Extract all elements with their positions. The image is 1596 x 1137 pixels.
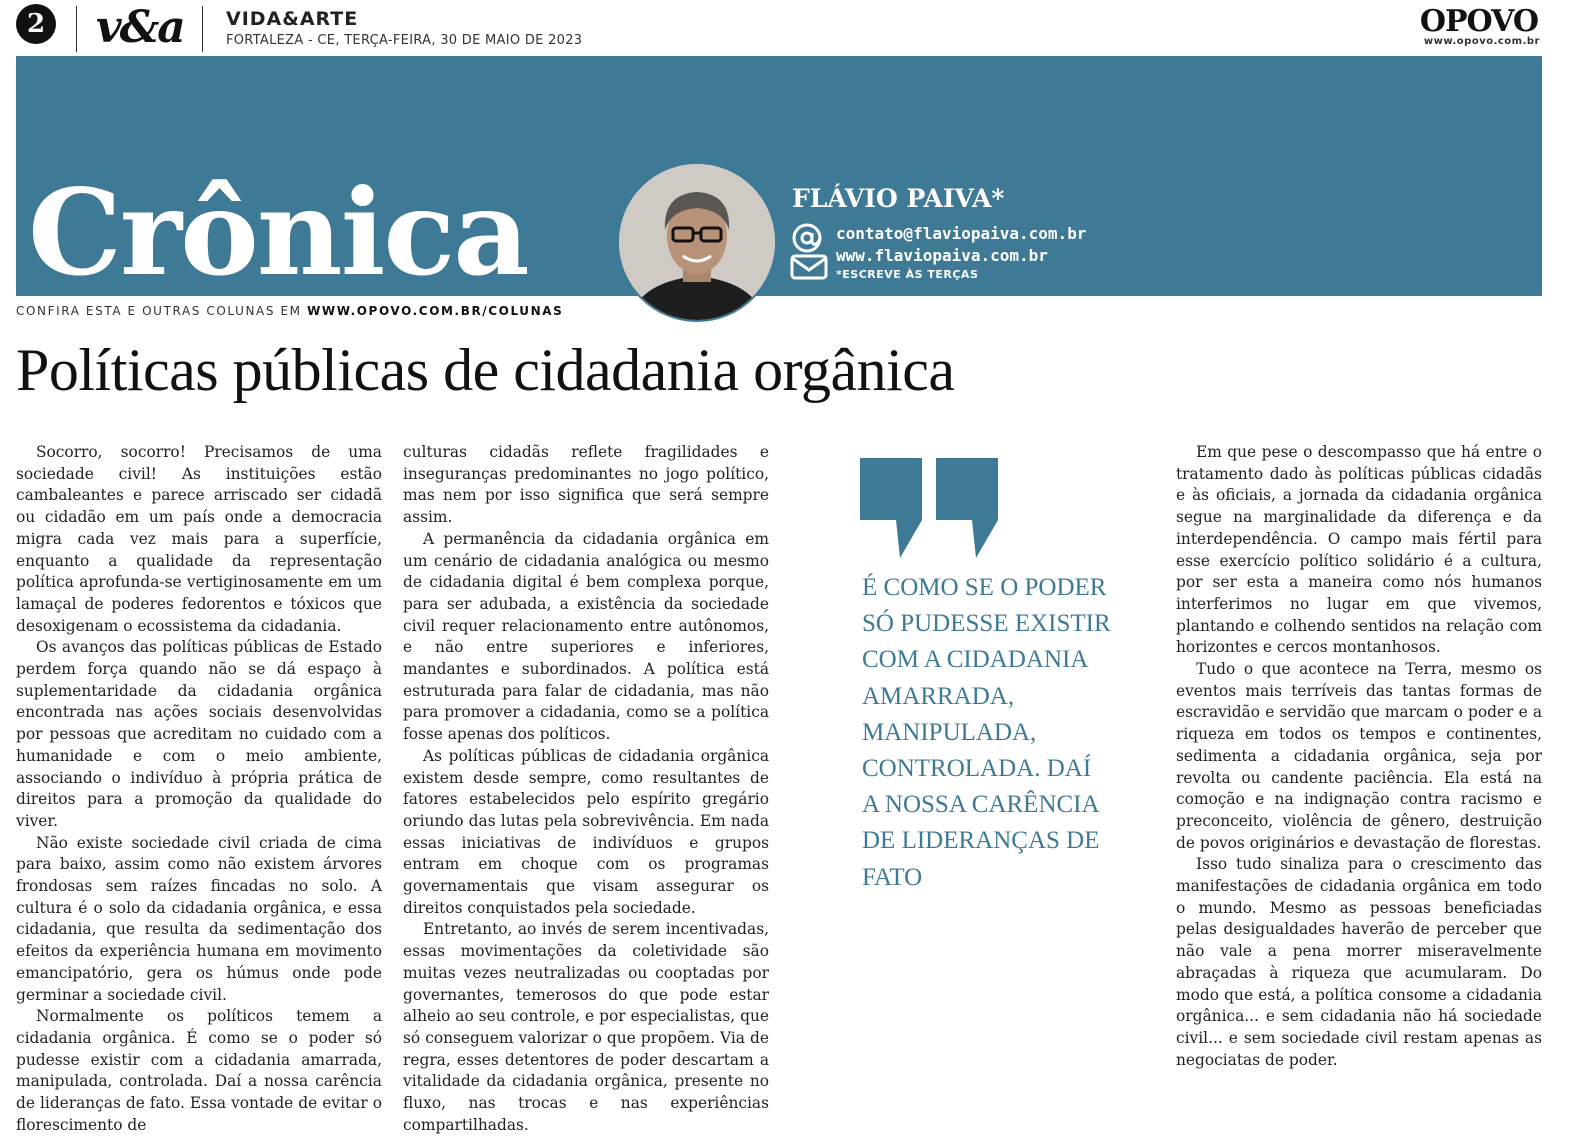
paragraph: Não existe sociedade civil criada de cima para baixo, assim como não existem árvores frondosas sem raízes fincadas no solo. A cultura é o solo da cidadania orgânica, e essa cidadania, que resulta da sedimentação dos efeitos da experiência humana em movimento emancipatório, gera os húmus onde pode germinar a sociedade civil.: [16, 833, 382, 1004]
header-divider: [76, 6, 77, 52]
paragraph: Tudo o que acontece na Terra, mesmo os eventos mais terríveis das tantas formas de escravidão e servidão que marcam o poder e a riqueza em todos os tempos e continentes, sedimenta a cidadania orgânica, seja por revolta ou candente paciência. Ela está na comoção e na indignação contra racismo e preconceito, violência de gênero, destruição de povos originários e devastação de florestas.: [1176, 660, 1542, 852]
section-logo: v&a: [96, 2, 184, 53]
article-column-2: [403, 442, 769, 1137]
paragraph: culturas cidadãs reflete fragilidades e inseguranças predominantes no jogo político, mas nem por isso significa que será sempre assim.: [403, 443, 769, 527]
more-columns-line: [16, 304, 563, 318]
header-divider: [202, 6, 203, 52]
paragraph: Entretanto, ao invés de serem incentivadas, essas movimentações da coletividade são muitas vezes neutralizadas ou cooptadas por governantes, temerosos do que pode estar alheio ao seu controle, e por especialistas, que só conseguem valorizar o que propõem. Via de regra, esses detentores de poder descartam a vitalidade da cidadania orgânica, presente no fluxo, nas trocas e nas experiências compartilhadas.: [403, 920, 769, 1134]
paragraph: Normalmente os políticos temem a cidadania orgânica. É como se o poder só pudesse existir com a cidadania amarrada, manipulada, controlada. Daí a nossa carência de lideranças de fato. Essa vontade de evitar o florescimento de: [16, 1007, 382, 1134]
newspaper-logo: OPOVO: [1419, 4, 1538, 39]
author-note: *ESCREVE ÀS TERÇAS: [836, 268, 979, 281]
quote-mark-icon: [860, 458, 1000, 563]
paragraph: Em que pese o descompasso que há entre o tratamento dado às políticas públicas cidadãs e às oficiais, a jornada da cidadania orgânica segue na marginalidade da diferença e da interdependência. O campo mais fértil para esse exercício político solidário é a cultura, por ser esta a maneira como nós humanos interferimos no lugar em que vivemos, plantando e colhendo sentidos na relação com horizontes e cercos montanhosos.: [1176, 443, 1542, 657]
pull-quote: É COMO SE O PODER SÓ PUDESSE EXISTIR COM A CIDADANIA AMARRADA, MANIPULADA, CONTROLADA. DAÍ A NOSSA CARÊNCIA DE LIDERANÇAS DE FATO: [862, 574, 1111, 891]
paragraph: Isso tudo sinaliza para o crescimento das manifestações de cidadania orgânica em todo o mundo. Mesmo as pessoas beneficiadas pelas desigualdades haverão de perceber que não vale a pena morrer miseravelmente abraçadas à riqueza que acumularam. Do modo que está, a política consome a cidadania orgânica... e sem cidadania não há sociedade civil... e sem sociedade civil restam apenas as negociatas de poder.: [1176, 855, 1542, 1069]
article-column-1: [16, 442, 382, 1137]
page-number: 2: [16, 4, 56, 44]
paragraph: Os avanços das políticas públicas de Estado perdem força quando não se dá espaço à suplementaridade da cidadania orgânica encontrada nas ações sociais desenvolvidas por pessoas que acreditam no cuidado com a humanidade e com o meio ambiente, associando o indivíduo à própria prática de direitos para a promoção da qualidade do viver.: [16, 638, 382, 830]
author-name: FLÁVIO PAIVA*: [792, 184, 1005, 213]
newspaper-url: www.opovo.com.br: [1423, 36, 1540, 47]
section-name: VIDA&ARTE: [226, 8, 359, 30]
article-headline: Políticas públicas de cidadania orgânica: [16, 337, 955, 403]
dateline: FORTALEZA - CE, TERÇA-FEIRA, 30 DE MAIO DE 2023: [226, 33, 583, 48]
paragraph: Socorro, socorro! Precisamos de uma sociedade civil! As instituições estão cambaleantes e parece arriscado ser cidadã ou cidadão em um país onde a democracia migra cada vez mais para a superfície, enquanto a qualidade da representação política aprofunda-se vertiginosamente em um lamaçal de poderes fedorentos e tóxicos que desoxigenam o ecossistema da cidadania.: [16, 443, 382, 635]
envelope-icon: [792, 256, 826, 278]
author-website[interactable]: www.flaviopaiva.com.br: [836, 246, 1048, 265]
more-columns-text: CONFIRA ESTA E OUTRAS COLUNAS EM: [16, 304, 302, 318]
paragraph: A permanência da cidadania orgânica em um cenário de cidadania analógica ou mesmo de cidadania digital é bem complexa porque, para ser adubada, a existência da sociedade civil requer relacionamento entre autônomos, e não entre superiores e inferiores, mandantes e subordinados. A política está estruturada para falar de cidadania, mas não para promover a cidadania, como se a política fosse apenas dos políticos.: [403, 529, 769, 744]
contact-icons: [790, 222, 830, 282]
article-column-4: [1176, 442, 1542, 1071]
at-icon: [794, 225, 820, 251]
author-email[interactable]: contato@flaviopaiva.com.br: [836, 224, 1087, 243]
author-portrait-icon: [619, 164, 775, 320]
author-photo: [617, 162, 777, 322]
more-columns-url[interactable]: WWW.OPOVO.COM.BR/COLUNAS: [307, 304, 564, 318]
paragraph: As políticas públicas de cidadania orgânica existem desde sempre, como resultantes de fatores estabelecidos pelo espírito gregário oriundo das lutas pela sobrevivência. Em nada essas iniciativas de indivíduos e grupos entram em choque com os programas governamentais que visam assegurar os direitos conquistados pela sociedade.: [403, 746, 769, 917]
column-title: Crônica: [28, 163, 528, 302]
